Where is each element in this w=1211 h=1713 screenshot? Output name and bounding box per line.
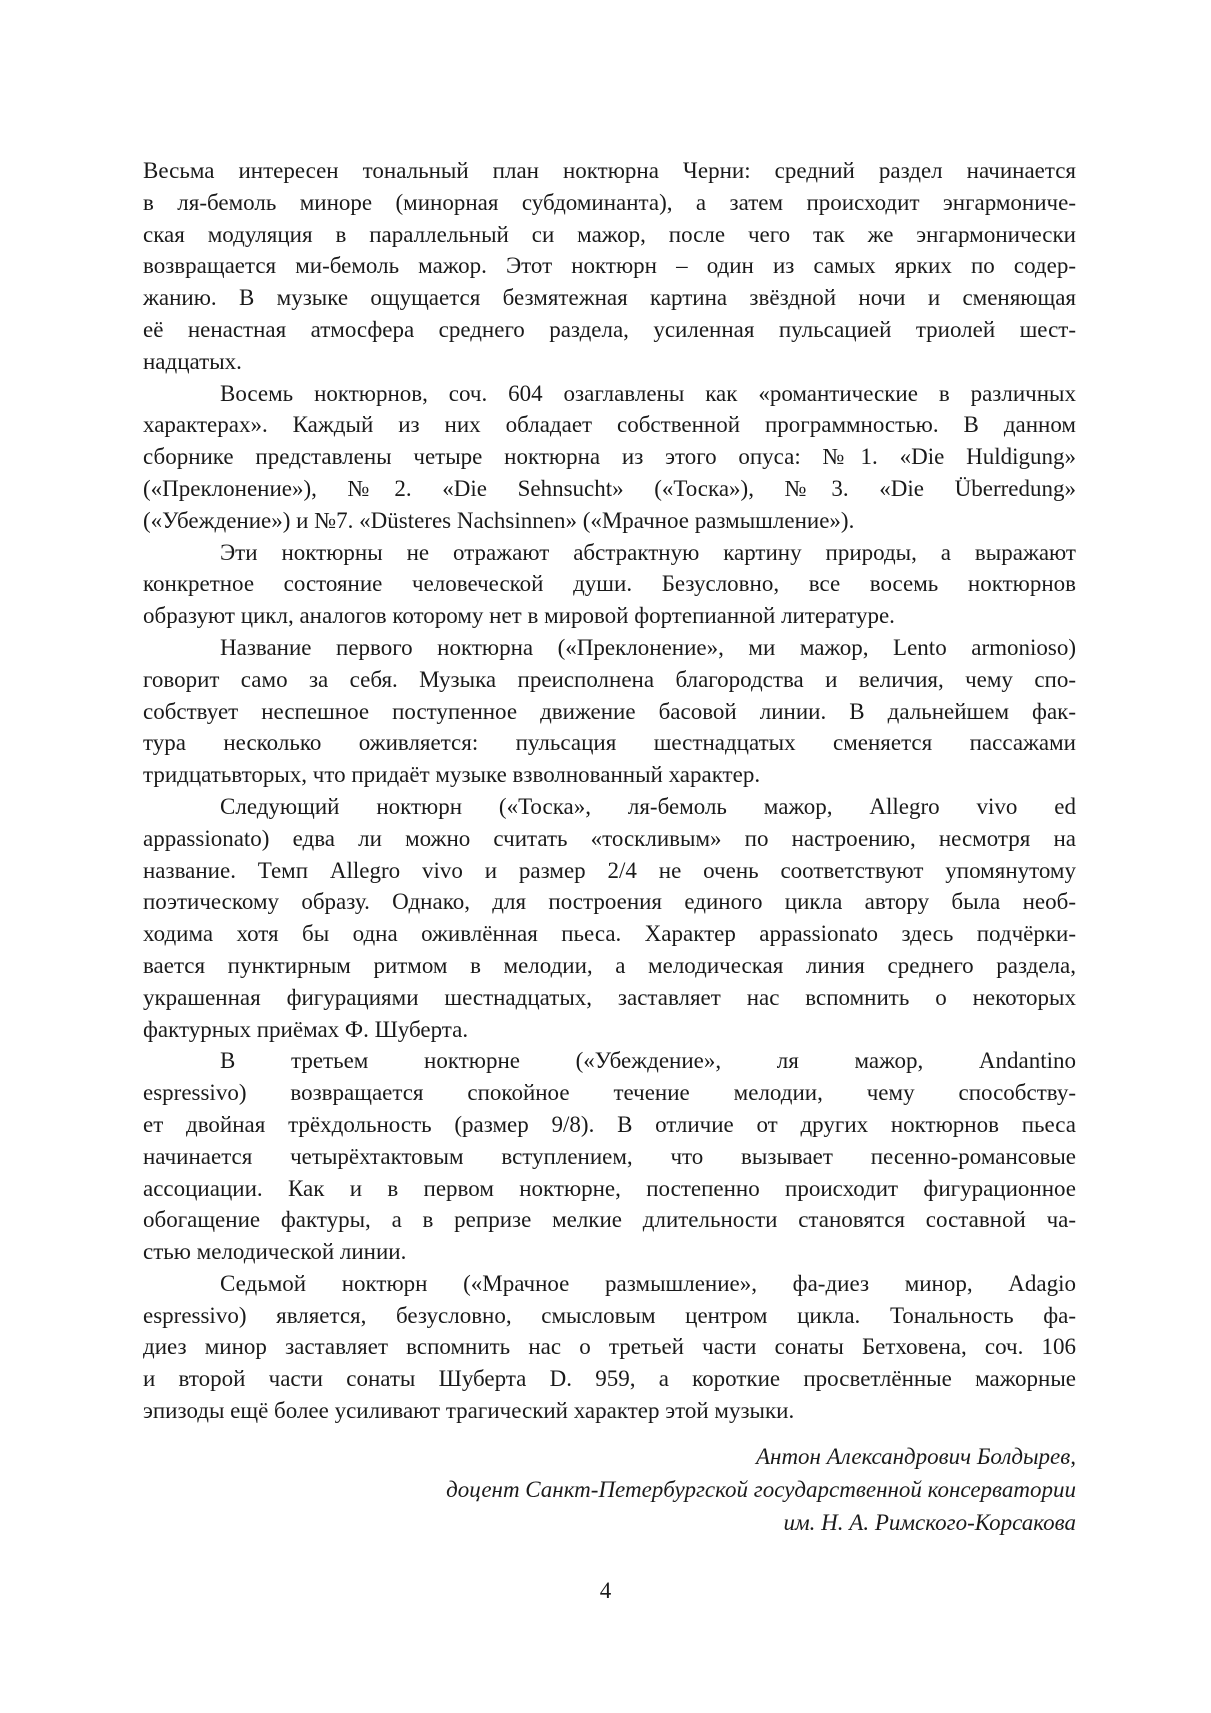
text-line: надцатых. — [143, 348, 242, 374]
text-line: сборнике представлены четыре ноктюрна из этого опуса: №1. «Die Huldigung» — [143, 444, 1076, 470]
body-text — [143, 155, 1076, 1427]
text-line: Эти ноктюрны не отражают абстрактную картину природы, а выражают — [220, 539, 1076, 565]
text-line: espressivo) возвращается спокойное течение мелодии, чему способству- — [143, 1080, 1076, 1106]
paragraph — [143, 632, 1076, 791]
page-number: 4 — [599, 1578, 612, 1603]
text-line: espressivo) является, безусловно, смысловым центром цикла. Тональность фа- — [143, 1302, 1076, 1328]
author-institution: им. Н. А. Римского-Корсакова — [783, 1510, 1076, 1535]
text-line: её ненастная атмосфера среднего раздела, усиленная пульсацией триолей шест- — [143, 316, 1076, 342]
author-name: Антон Александрович Болдырев, — [755, 1444, 1076, 1469]
paragraph — [143, 537, 1076, 632]
text-line: и второй части сонаты Шуберта D. 959, а короткие просветлённые мажорные — [143, 1366, 1076, 1392]
text-line: обогащение фактуры, а в репризе мелкие длительности становятся составной ча- — [143, 1207, 1076, 1233]
paragraph — [143, 1268, 1076, 1427]
text-line: поэтическому образу. Однако, для построения единого цикла автору была необ- — [143, 889, 1076, 915]
text-line: диез минор заставляет вспомнить нас о третьей части сонаты Бетховена, соч. 106 — [143, 1334, 1076, 1360]
paragraph — [143, 378, 1076, 537]
text-line: фактурных приёмах Ф. Шуберта. — [143, 1016, 469, 1042]
text-line: начинается четырёхтактовым вступлением, что вызывает песенно-романсовые — [143, 1143, 1076, 1169]
text-line: ассоциации. Как и в первом ноктюрне, постепенно происходит фигурационное — [143, 1175, 1076, 1201]
text-line: тридцатьвторых, что придаёт музыке взволнованный характер. — [143, 762, 761, 788]
text-line: характерах». Каждый из них обладает собственной программностью. В данном — [143, 412, 1076, 438]
text-line: Весьма интересен тональный план ноктюрна Черни: средний раздел начинается — [143, 158, 1076, 183]
signature-block — [446, 1440, 1076, 1539]
text-line: ская модуляция в параллельный си мажор, после чего так же энгармонически — [143, 221, 1076, 247]
text-line: в ля-бемоль миноре (минорная субдоминанта), а затем происходит энгармониче- — [143, 189, 1076, 215]
paragraph — [143, 791, 1076, 1045]
text-line: («Преклонение»), №2. «Die Sehnsucht» («Тоска»), №3. «Die Überredung» — [143, 475, 1076, 501]
text-line: собствует неспешное поступенное движение басовой линии. В дальнейшем фак- — [143, 698, 1076, 724]
text-line: ходима хотя бы одна оживлённая пьеса. Характер appassionato здесь подчёрки- — [143, 921, 1076, 947]
text-line: название. Темп Allegro vivo и размер 2/4 не очень соответствуют упомянутому — [143, 857, 1076, 883]
text-line: appassionato) едва ли можно считать «тоскливым» по настроению, несмотря на — [143, 825, 1076, 851]
text-line: стью мелодической линии. — [143, 1239, 407, 1265]
text-line: Название первого ноктюрна («Преклонение», ми мажор, Lento armonioso) — [220, 634, 1076, 660]
text-line: жанию. В музыке ощущается безмятежная картина звёздной ночи и сменяющая — [143, 285, 1076, 311]
text-line: («Убеждение») и №7. «Düsteres Nachsinnen» («Мрачное размышление»). — [143, 507, 855, 533]
paragraph — [143, 1045, 1076, 1268]
paragraph — [143, 155, 1076, 378]
text-line: эпизоды ещё более усиливают трагический характер этой музыки. — [143, 1398, 795, 1424]
text-line: конкретное состояние человеческой души. Безусловно, все восемь ноктюрнов — [143, 571, 1076, 597]
text-line: Следующий ноктюрн («Тоска», ля-бемоль мажор, Allegro vivo ed — [220, 793, 1076, 819]
text-line: возвращается ми-бемоль мажор. Этот ноктюрн – один из самых ярких по содер- — [143, 253, 1076, 279]
text-line: образуют цикл, аналогов которому нет в мировой фортепианной литературе. — [143, 603, 895, 629]
text-line: вается пунктирным ритмом в мелодии, а мелодическая линия среднего раздела, — [143, 952, 1076, 978]
text-line: Седьмой ноктюрн («Мрачное размышление», фа-диез минор, Adagio — [220, 1270, 1076, 1296]
text-line: Восемь ноктюрнов, соч. 604 озаглавлены как «романтические в различных — [220, 380, 1076, 406]
author-position: доцент Санкт-Петербургской государственной консерватории — [446, 1477, 1076, 1502]
text-line: говорит само за себя. Музыка преисполнена благородства и величия, чему спо- — [143, 666, 1076, 692]
text-line: В третьем ноктюрне («Убеждение», ля мажор, Andantino — [220, 1048, 1076, 1074]
text-line: украшенная фигурациями шестнадцатых, заставляет нас вспомнить о некоторых — [143, 984, 1076, 1010]
text-line: ет двойная трёхдольность (размер 9/8). В отличие от других ноктюрнов пьеса — [143, 1111, 1076, 1137]
text-line: тура несколько оживляется: пульсация шестнадцатых сменяется пассажами — [143, 730, 1076, 756]
